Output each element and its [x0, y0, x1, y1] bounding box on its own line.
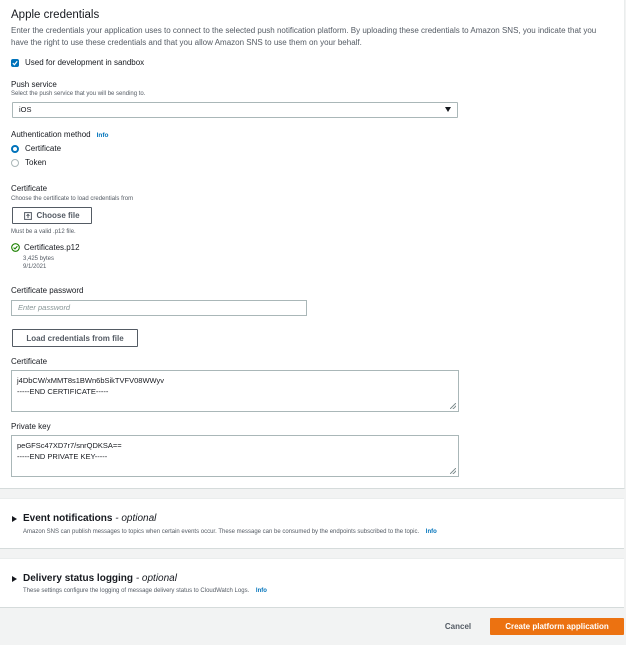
private-key-line-1: peGFSc47XD7r7/snrQDKSA== [17, 441, 122, 450]
choose-file-button[interactable] [12, 207, 92, 224]
radio-token[interactable] [11, 159, 19, 167]
sandbox-checkbox-row[interactable] [11, 58, 144, 67]
load-credentials-button[interactable] [12, 329, 138, 347]
push-service-sublabel: Select the push service that you will be sending to. [11, 91, 146, 97]
event-notifications-optional: optional [121, 513, 157, 524]
password-placeholder: Enter password [18, 303, 71, 312]
caret-down-icon [445, 107, 451, 112]
check-icon [12, 60, 18, 66]
certificate-line-1: j4DbCW/xMMT8s1BWn6bSikTVFV08WWyv [17, 376, 165, 385]
private-key-label: Private key [11, 422, 51, 431]
delivery-logging-header[interactable]: Delivery status logging - optional [12, 573, 177, 584]
section-description: Enter the credentials your application uses to connect to the selected push notification platform. By uploading these credentials to Amazon SNS, you indicate that you have the right to use these credentials and that you allow Amazon SNS to use them on your behalf. [11, 26, 597, 47]
file-hint: Must be a valid .p12 file. [11, 229, 76, 235]
event-notifications-title: Event notifications [23, 513, 113, 524]
delivery-logging-info-link[interactable]: Info [255, 588, 267, 594]
auth-option-token-label: Token [25, 158, 47, 167]
auth-method-header [11, 130, 109, 139]
load-credentials-label: Load credentials from file [26, 333, 124, 343]
file-size: 3,425 bytes [23, 256, 55, 262]
auth-option-certificate[interactable] [11, 144, 61, 153]
delivery-logging-optional: optional [141, 573, 177, 584]
upload-icon [24, 212, 32, 220]
selected-file-row [11, 243, 80, 252]
file-date: 9/1/2021 [23, 264, 47, 270]
resize-handle-icon[interactable] [450, 403, 456, 409]
certificate-file-sublabel: Choose the certificate to load credentials from [11, 196, 134, 202]
certificate-textarea[interactable] [11, 370, 459, 412]
delivery-logging-title: Delivery status logging [23, 573, 134, 584]
caret-right-icon [12, 516, 17, 522]
cancel-button[interactable] [436, 618, 480, 635]
event-notifications-header[interactable]: Event notifications - optional [12, 513, 156, 524]
event-notifications-info-link[interactable]: Info [425, 529, 437, 535]
event-notifications-section [0, 498, 624, 549]
sandbox-checkbox[interactable] [11, 59, 19, 67]
section-title: Apple credentials [11, 9, 100, 21]
certificate-text-label: Certificate [11, 357, 48, 366]
password-label: Certificate password [11, 286, 84, 295]
resize-handle-icon[interactable] [450, 468, 456, 474]
delivery-logging-description: These settings configure the logging of message delivery status to CloudWatch Logs. [23, 588, 250, 594]
file-name: Certificates.p12 [24, 243, 80, 252]
event-notifications-desc-row [23, 529, 437, 535]
password-input[interactable] [11, 300, 307, 316]
certificate-file-label: Certificate [11, 184, 48, 193]
push-service-value: iOS [19, 105, 32, 114]
choose-file-label: Choose file [36, 211, 80, 220]
certificate-line-2: -----END CERTIFICATE----- [17, 387, 109, 396]
sandbox-label: Used for development in sandbox [25, 58, 145, 67]
radio-certificate[interactable] [11, 145, 19, 153]
auth-method-label: Authentication method [11, 130, 91, 139]
auth-option-token[interactable] [11, 158, 46, 167]
delivery-logging-desc-row [23, 588, 267, 594]
auth-option-certificate-label: Certificate [25, 144, 62, 153]
create-platform-application-button[interactable] [490, 618, 624, 635]
caret-right-icon [12, 576, 17, 582]
success-check-icon [11, 243, 20, 252]
event-notifications-description: Amazon SNS can publish messages to topics when certain events occur. These message can be consumed by the endpoints subscribed to the topic. [23, 529, 420, 535]
push-service-label: Push service [11, 80, 57, 89]
cancel-label: Cancel [444, 622, 472, 631]
delivery-logging-section [0, 558, 624, 608]
auth-info-link[interactable]: Info [96, 132, 109, 139]
create-label: Create platform application [505, 622, 609, 631]
push-service-select[interactable] [12, 102, 458, 118]
private-key-textarea[interactable] [11, 435, 459, 477]
private-key-line-2: -----END PRIVATE KEY----- [17, 452, 108, 461]
